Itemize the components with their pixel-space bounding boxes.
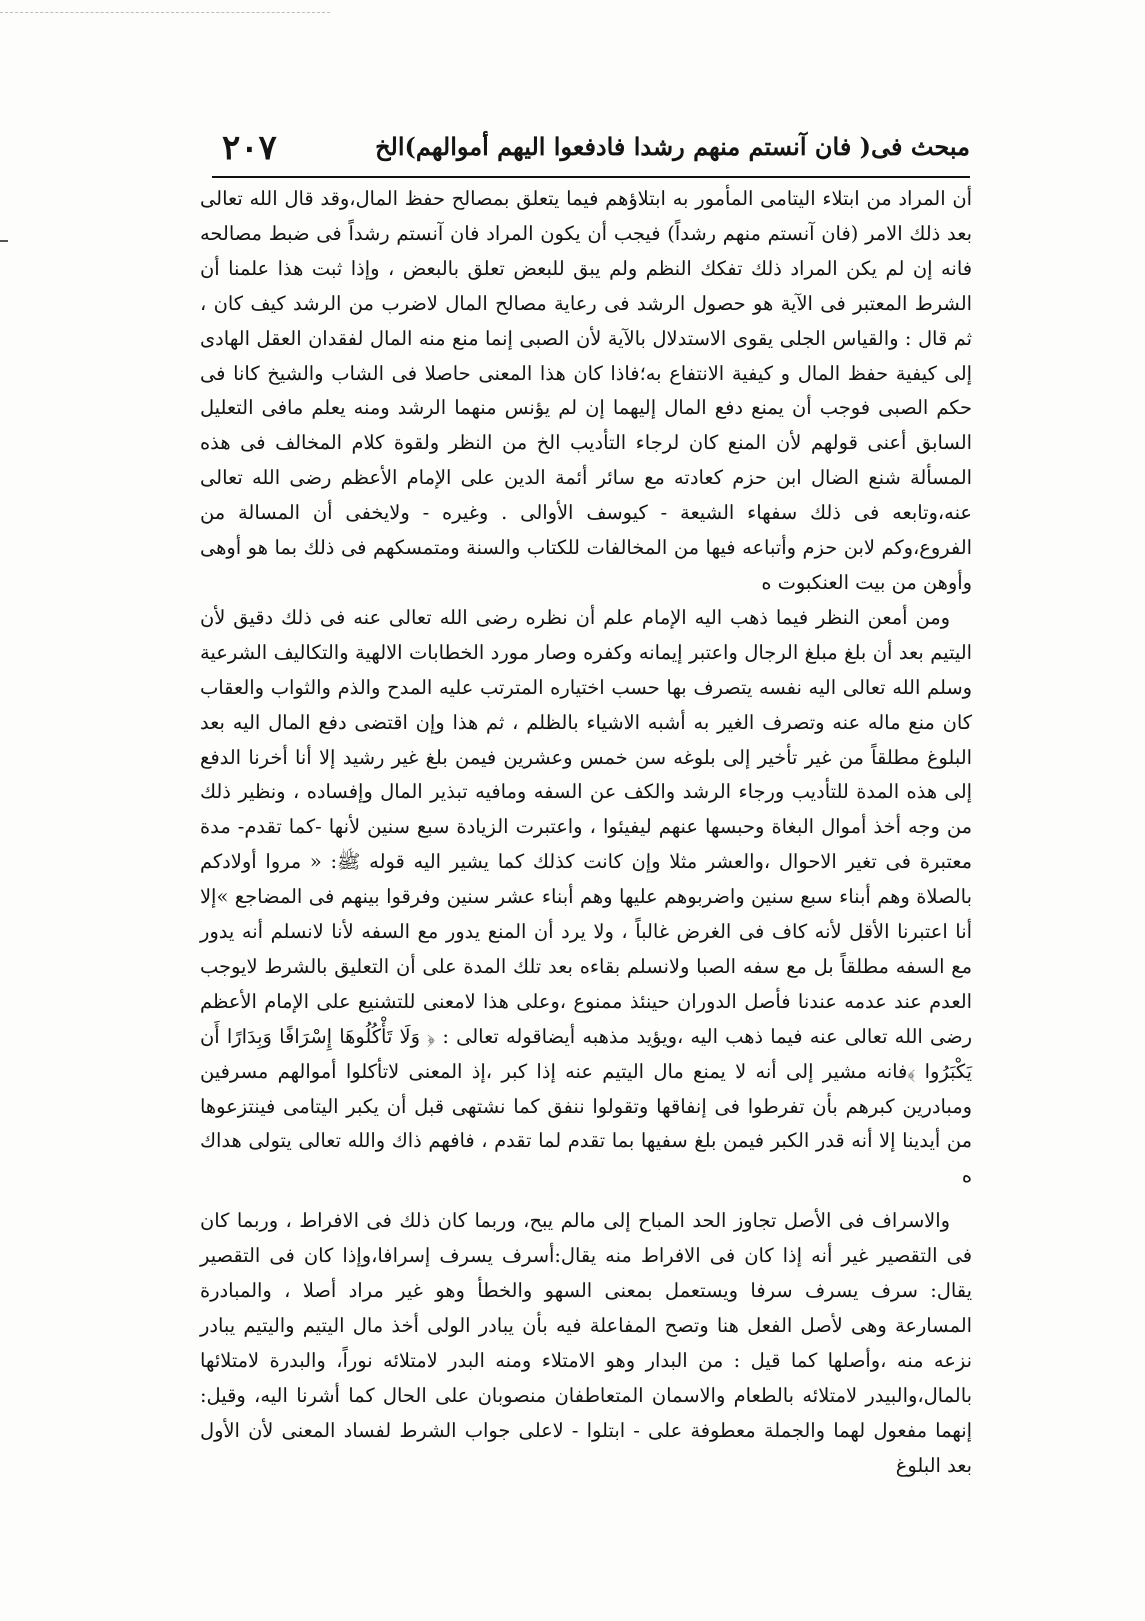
page-header bbox=[212, 128, 970, 174]
margin-mark bbox=[0, 240, 8, 242]
paragraph: أن المراد من ابتلاء اليتامى المأمور به ابتلاؤهم فيما يتعلق بمصالح حفظ المال،وقد قال الله تعالى بعد ذلك الامر (فان آنستم منهم رشداً) فيجب أن يكون المراد فان آنستم رشداً فى ضبط مصالحه فانه إن لم يكن المراد ذلك تفكك النظم ولم يبق للبعض تعلق بالبعض ، وإذا ثبت هذا علمنا أن الشرط المعتبر فى الآية هو حصول الرشد فى رعاية مصالح المال لاضرب من الرشد كيف كان ، ثم قال : والقياس الجلى يقوى الاستدلال بالآية لأن الصبى إنما منع منه المال لفقدان العقل الهادى إلى كيفية حفظ المال و كيفية الانتفاع به؛فاذا كان هذا المعنى حاصلا فى الشاب والشيخ كانا فى حكم الصبى فوجب أن يمنع دفع المال إليهما إن لم يؤنس منهما الرشد ومنه يعلم مافى التعليل السابق أعنى قولهم لأن المنع كان لرجاء التأديب الخ من النظر ولقوة كلام المخالف فى هذه المسألة شنع الضال ابن حزم كعادته مع سائر أئمة الدين على الإمام الأعظم رضى الله تعالى عنه،وتابعه فى ذلك سفهاء الشيعة - كيوسف الأوالى . وغيره - ولايخفى أن المسالة من الفروع،وكم لابن حزم وأتباعه فيها من المخالفات للكتاب والسنة ومتمسكهم فى ذلك بما هو أوهى وأوهن من بيت العنكبوت ه bbox=[200, 187, 972, 594]
paragraph: والاسراف فى الأصل تجاوز الحد المباح إلى مالم يبح، وربما كان ذلك فى الافراط ، وربما كان فى التقصير غير أنه إذا كان فى الافراط منه يقال:أسرف يسرف إسرافا،وإذا كان فى التقصير يقال: سرف يسرف سرفا ويستعمل بمعنى السهو والخطأ وهو غير مراد أصلا ، والمبادرة المسارعة وهى لأصل الفعل هنا وتصح المفاعلة فيه بأن يبادر الولى أخذ مال اليتيم واليتيم يبادر نزعه منه ،وأصلها كما قيل : من البدار وهو الامتلاء ومنه البدر لامتلائه نوراً، والبدرة لامتلائها بالمال،والبيدر لامتلائه بالطعام والاسمان المتعاطفان منصوبان على الحال كما أشرنا اليه، وقيل: إنهما مفعول لهما والجملة معطوفة على - ابتلوا - لاعلى جواب الشرط لفساد المعنى لأن الأول بعد البلوغ bbox=[200, 1209, 972, 1477]
page-number: ۲۰۷ bbox=[222, 128, 277, 168]
header-rule bbox=[212, 176, 970, 178]
main-text bbox=[200, 182, 972, 1484]
paragraph: ومن أمعن النظر فيما ذهب اليه الإمام علم أن نظره رضى الله تعالى عنه فى ذلك دقيق لأن اليتيم بعد أن بلغ مبلغ الرجال واعتبر إيمانه وكفره وصار مورد الخطابات الالهية والتكاليف الشرعية وسلم الله تعالى اليه نفسه يتصرف بها حسب اختياره المترتب عليه المدح والذم والثواب والعقاب كان منع ماله عنه وتصرف الغير به أشبه الاشياء بالظلم ، ثم هذا وإن اقتضى دفع المال اليه بعد البلوغ مطلقاً من غير تأخير إلى بلوغه سن خمس وعشرين فيمن بلغ غير رشيد إلا أنا أخرنا الدفع إلى هذه المدة للتأديب ورجاء الرشد والكف عن السفه ومافيه تبذير المال وإفساده ، ونظير ذلك من وجه أخذ أموال البغاة وحبسها عنهم ليفيئوا ، واعتبرت الزيادة سبع سنين لأنها -كما تقدم- مدة معتبرة فى تغير الاحوال ،والعشر مثلا وإن كانت كذلك كما يشير اليه قوله ﷺ: « مروا أولادكم بالصلاة وهم أبناء سبع سنين واضربوهم عليها وهم أبناء عشر سنين وفرقوا بينهم فى المضاجع »إلا أنا اعتبرنا الأقل لأنه كاف فى الغرض غالباً ، ولا يرد أن المنع يدور مع السفه لأنا لانسلم أنه يدور مع السفه مطلقاً بل مع سفه الصبا ولانسلم بقاءه بعد تلك المدة على أن التعليق بالشرط لايوجب العدم عند عدمه عندنا فأصل الدوران حينئذ ممنوع ،وعلى هذا لامعنى للتشنيع على الإمام الأعظم رضى الله تعالى عنه فيما ذهب اليه ،ويؤيد مذهبه أيضاقوله تعالى : ﴿ وَلَا تَأْكُلُوهَا إِسْرَافًا وَبِدَارًا أَن يَكْبَرُوا ﴾فانه مشير إلى أنه لا يمنع مال اليتيم عنه إذا كبر ،إذ المعنى لاتأكلوا أموالهم مسرفين ومبادرين كبرهم بأن تفرطوا فى إنفاقها وتقولوا ننفق كما نشتهى قبل أن يكبر اليتامى فينتزعوها من أيدينا إلا أنه قدر الكبر فيمن بلغ سفيها بما تقدم لما تقدم ، فافهم ذاك والله تعالى يتولى هداك ه bbox=[200, 605, 973, 1188]
top-dashed-line bbox=[0, 12, 330, 13]
running-title: مبحث فى( فان آنستم منهم رشدا فادفعوا اليهم أموالهم)الخ bbox=[375, 132, 970, 161]
